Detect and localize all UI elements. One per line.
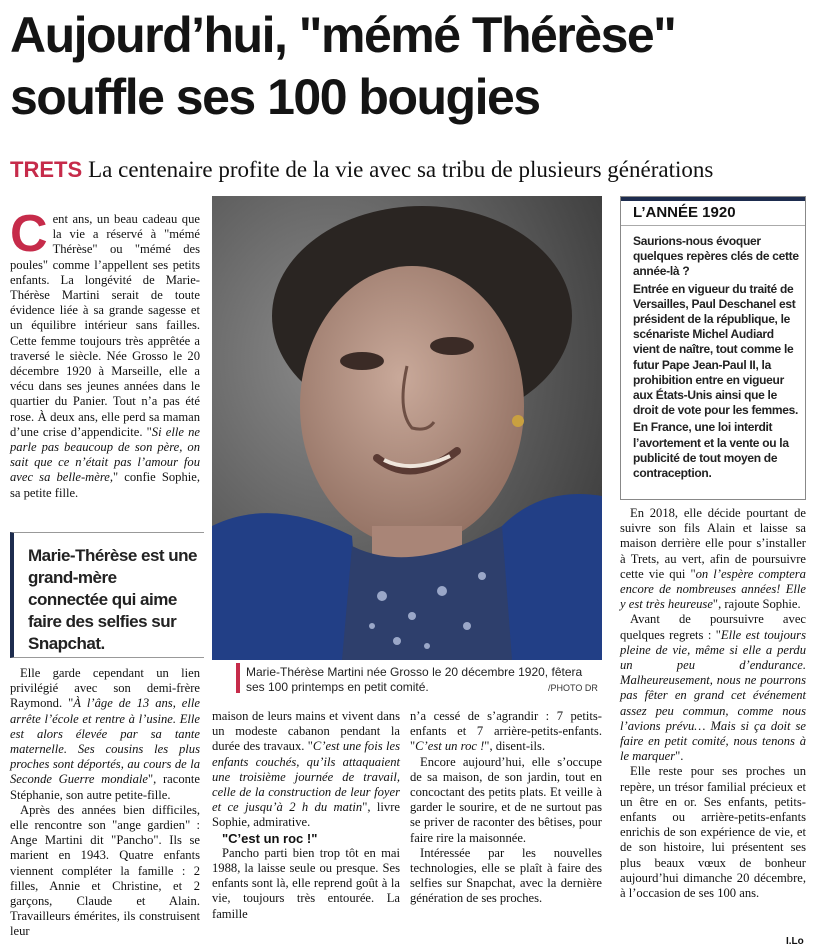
drop-cap: C [10, 205, 48, 263]
article-paragraph-8: Intéressée par les nouvelles technologies, elle se plaît à faire des selfies sur Snapchat, avec la dernière génération de ses proches. [410, 845, 602, 906]
article-paragraph-10: Avant de poursuivre avec quelques regrets : "Elle est toujours pleine de vie, même si elle a perdu un peu d’endurance. Malheureusement, nous ne pourrons pas fêter en grand cet événement assez peu commun, comme nous l’avions prévu… Mais si ça doit se faire en petit comité, nous tenons à le marquer". [620, 612, 806, 764]
portrait-photo [212, 196, 602, 660]
article-column-1 [10, 205, 200, 501]
sidebar-body [621, 226, 805, 481]
headline-line-2: souffle ses 100 bougies [10, 69, 540, 125]
sidebar-box [620, 196, 806, 500]
article-paragraph-6: n’a cessé de s’agrandir : 7 petits-enfants et 7 arrière-petits-enfants. "C’est un roc !", disent-ils. [410, 709, 602, 754]
article-column-3 [410, 709, 602, 907]
sidebar-title: L’ANNÉE 1920 [621, 201, 805, 226]
photo-credit: /PHOTO DR [548, 683, 598, 693]
location-kicker: TRETS [10, 157, 83, 182]
headline-line-1: Aujourd’hui, "mémé Thérèse" [10, 7, 676, 63]
sidebar-paragraph-2: Entrée en vigueur du traité de Versailles, Paul Deschanel est président de la république, le scénariste Michel Audiard vient de naître, tout comme le futur Pape Jean-Paul II, la prohibition entre en vigueur aux États-Unis ainsi que le droit de vote pour les femmes. [633, 281, 799, 418]
photo-caption-text: Marie-Thérèse Martini née Grosso le 20 décembre 1920, fêtera ses 100 printemps en petit comité. [246, 665, 583, 694]
subheadline-text: La centenaire profite de la vie avec sa tribu de plusieurs générations [88, 157, 714, 182]
author-signature: I.Lo [786, 936, 804, 947]
article-column-1-bottom [10, 666, 200, 940]
pull-quote: Marie-Thérèse est une grand-mère connectée qui aime faire des selfies sur Snapchat. [10, 532, 204, 658]
article-column-2 [212, 709, 400, 922]
article-subtitle: "C’est un roc !" [222, 830, 318, 846]
article-paragraph-7: Encore aujourd’hui, elle s’occupe de sa maison, de son jardin, tout en concoctant des petits plats. Et veille à garder le sourire, et de ne surtout pas se priver de raconter des bêtises, pour faire rire la maisonnée. [410, 754, 602, 845]
article-column-4 [620, 506, 806, 901]
article-paragraph-11: Elle reste pour ses proches un repère, un trésor familial précieux et un être en or. Ses enfants, petits-enfants ou arrière-petits-enfants enrichis de son expérience de vie, et de son histoire, lui présentent ses plus beaux vœux de bonheur aujourd’hui dimanche 20 décembre, à l’occasion de ses 100 ans. [620, 764, 806, 901]
portrait-illustration [212, 196, 602, 660]
article-paragraph-3: Après des années bien difficiles, elle rencontre son "ange gardien" : Ange Martini dit "Pancho". Ils se marient en 1943. Quatre enfants viennent compléter la famille : 2 filles, Annie et Christine, et 2 garçons, Claude et Alain. Travailleurs émérites, ils construisent leur [10, 802, 200, 939]
sidebar-paragraph-3: En France, une loi interdit l’avortement et la vente ou la publicité de tout moyen de contraception. [633, 420, 789, 481]
article-paragraph-5: Pancho parti bien trop tôt en mai 1988, la laisse seule ou presque. Ses enfants sont là, elle reprend goût à la vie, toujours très entourée. La famille [212, 845, 400, 921]
subheadline [10, 156, 810, 184]
article-paragraph-2: Elle garde cependant un lien privilégié avec son demi-frère Raymond. "À l’âge de 13 ans, elle arrête l’école et rentre à l’usine. Elle est alors élevée par sa tante maternelle. Ses cousins les plus proches sont déportés, au cours de la Seconde Guerre mondiale", raconte Stéphanie, son autre petite-fille. [10, 666, 200, 802]
caption-accent-bar [236, 663, 240, 693]
article-paragraph-1: Cent ans, un beau cadeau que la vie a réservé à "mémé Thérèse" ou "mémé des poules" comme l’appellent ses petits enfants. La longévité de Marie-Thérèse Martini serait de toute évidence liée à sa grande sagesse et un équilibre intérieur sans failles. Cette femme toujours très apprêtée a traversé le siècle. Née Grosso le 20 décembre 1920 à Marseille, elle a vécu dans ses jeunes années dans le quartier du Panier. Tout n’a pas été rose. À deux ans, elle perd sa maman d’une crise d’appendicite. "Si elle ne parle pas beaucoup de son père, on sait que ce n’était pas l’amour fou avec sa belle-mère," confie Sophie, sa petite fille. [10, 205, 200, 500]
article-paragraph-9: En 2018, elle décide pourtant de suivre son fils Alain et laisse sa maison derrière elle pour s’installer à Trets, au vert, afin de poursuivre cette vie qui "on l’espère comptera encore de nombreuses années! Elle y est très heureuse", rajoute Sophie. [620, 506, 806, 612]
article-paragraph-4: maison de leurs mains et vivent dans un modeste cabanon pendant la durée des travaux. "C’est une fois les enfants couchés, qu’ils attaquaient une troisième journée de travail, celle de la construction de leur foyer et ce jusqu’à 2 h du matin", livre Sophie, admirative. [212, 709, 400, 830]
sidebar-paragraph-1: Saurions-nous évoquer quelques repères clés de cette année-là ? [633, 234, 799, 279]
headline [10, 4, 810, 128]
